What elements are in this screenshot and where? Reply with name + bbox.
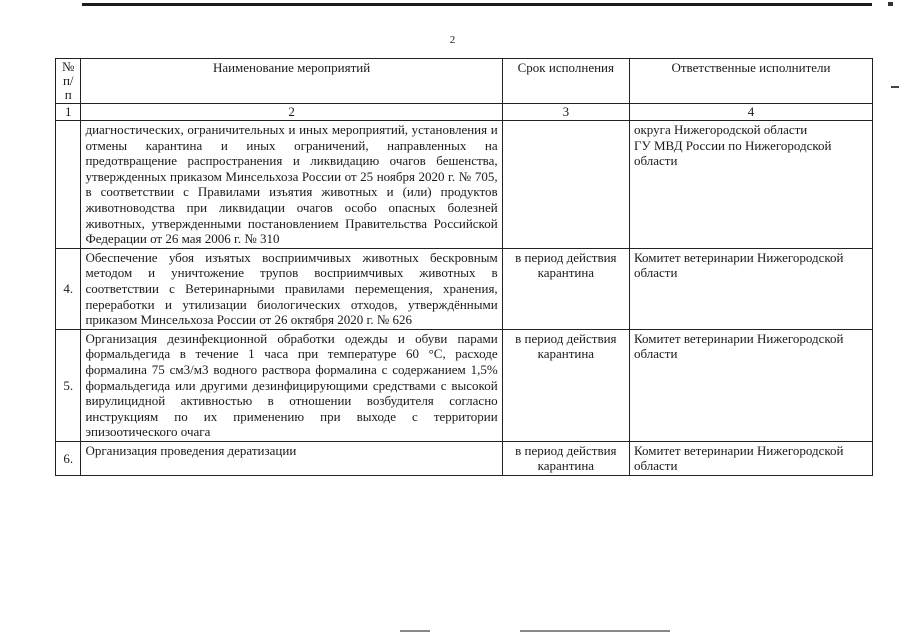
row-measure: Обеспечение убоя изъятых восприимчивых животных бескровным методом и уничтожение трупов восприимчивых животных в соответствии с Ветеринарными правилами перемещения, хранения, переработки и утилизации биологических отходов, утверждёнными приказом Минсельхоза России от 26 октября 2020 г. № 626 [81, 248, 502, 329]
bottom-scan-mark [520, 630, 670, 632]
row-responsible: округа Нижегородской области ГУ МВД России по Нижегородской области [629, 121, 872, 249]
row-responsible: Комитет ветеринарии Нижегородской области [629, 441, 872, 475]
side-scan-mark [891, 86, 899, 88]
row-deadline: в период действия карантина [502, 441, 629, 475]
row-responsible: Комитет ветеринарии Нижегородской области [629, 329, 872, 441]
top-scan-rule [82, 3, 872, 6]
row-deadline [502, 121, 629, 249]
header-resp: Ответственные исполнители [629, 59, 872, 104]
table-header-row [56, 59, 873, 104]
bottom-scan-mark [400, 630, 430, 632]
index-cell: 1 [56, 104, 81, 121]
top-scan-mark [888, 2, 893, 6]
table-row [56, 329, 873, 441]
row-number: 4. [56, 248, 81, 329]
row-measure: диагностических, ограничительных и иных мероприятий, установления и отмены карантина и иных ограничений, направленных на предотвращение распространения и ликвидацию очагов бешенства, утвержденных приказом Минсельхоза России от 25 ноября 2020 г. № 705, в соответствии с Правилами изъятия животных и (или) продуктов животноводства при ликвидации очагов особо опасных болезней животных, утвержденными постановлением Правительства Российской Федерации от 26 мая 2006 г. № 310 [81, 121, 502, 249]
row-measure: Организация проведения дератизации [81, 441, 502, 475]
row-number [56, 121, 81, 249]
table-row [56, 248, 873, 329]
index-cell: 3 [502, 104, 629, 121]
row-number: 6. [56, 441, 81, 475]
column-index-row [56, 104, 873, 121]
index-cell: 2 [81, 104, 502, 121]
measures-table [55, 58, 873, 476]
header-num: № п/п [56, 59, 81, 104]
table-row [56, 121, 873, 249]
index-cell: 4 [629, 104, 872, 121]
page-number: 2 [449, 34, 456, 46]
row-number: 5. [56, 329, 81, 441]
row-deadline: в период действия карантина [502, 329, 629, 441]
table-row [56, 441, 873, 475]
header-date: Срок исполнения [502, 59, 629, 104]
row-measure: Организация дезинфекционной обработки одежды и обуви парами формальдегида в течение 1 часа при температуре 60 °С, расходе формалина 75 см3/м3 водного раствора формалина с содержанием 1,5% формальдегида или другими дезинфицирующими средствами с высокой вирулицидной активностью в отношении возбудителя согласно инструкциям по их применению при выходе с территории эпизоотического очага [81, 329, 502, 441]
row-responsible: Комитет ветеринарии Нижегородской области [629, 248, 872, 329]
row-deadline: в период действия карантина [502, 248, 629, 329]
header-name: Наименование мероприятий [81, 59, 502, 104]
